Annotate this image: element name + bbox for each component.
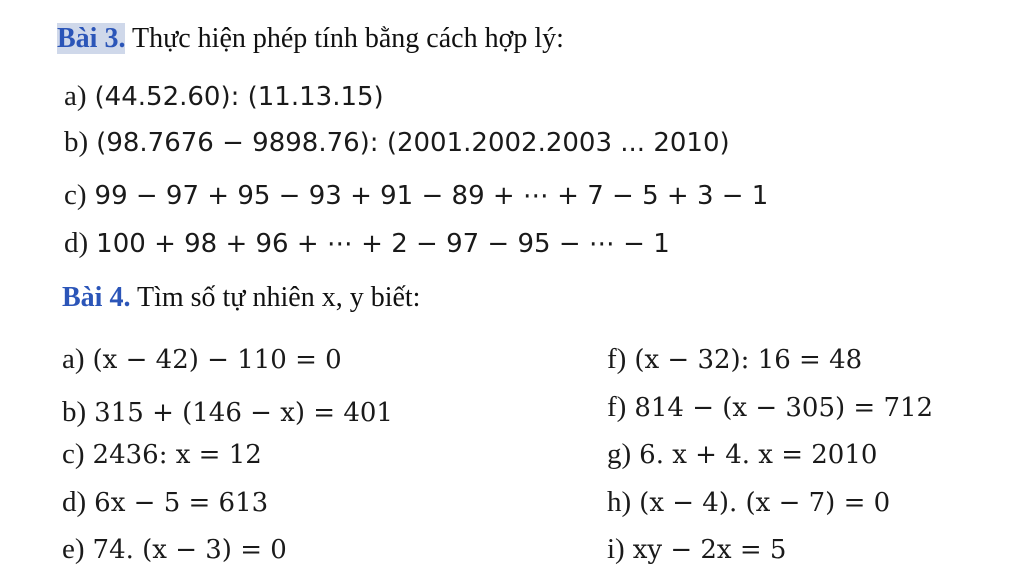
item-expression: 100 + 98 + 96 + ⋯ + 2 − 97 − 95 − ⋯ − 1 (96, 229, 670, 259)
item-expression: 315 + (146 − x) = 401 (94, 398, 393, 428)
item-label: g) (607, 438, 632, 470)
item-expression: (98.7676 − 9898.76): (2001.2002.2003 ... 2010) (96, 128, 730, 158)
item-label: a) (62, 343, 85, 375)
exercise-4-title: Tìm số tự nhiên x, y biết: (136, 282, 421, 313)
item-label: d) (64, 227, 89, 259)
item-label: f) (607, 391, 627, 423)
exercise-4-item-e (62, 532, 287, 567)
item-label: b) (64, 126, 89, 158)
exercise-4-item-h (607, 485, 890, 520)
exercise-4-item-b (62, 395, 393, 430)
exercise-3-title: Thực hiện phép tính bằng cách hợp lý: (131, 23, 564, 54)
item-label: e) (62, 533, 85, 565)
item-expression: (x − 42) − 110 = 0 (92, 345, 342, 375)
item-label: i) (607, 533, 625, 565)
item-label: h) (607, 486, 632, 518)
item-expression: 99 − 97 + 95 − 93 + 91 − 89 + ⋯ + 7 − 5 + 3 − 1 (94, 181, 769, 211)
item-expression: 6x − 5 = 613 (94, 488, 269, 518)
exercise-4-heading (62, 281, 420, 315)
exercise-4-item-f (607, 342, 862, 377)
exercise-3-label: Bài 3. (57, 23, 126, 54)
exercise-4-item-c (62, 437, 262, 472)
exercise-4-item-a (62, 342, 342, 377)
item-expression: 2436: x = 12 (92, 440, 262, 470)
item-label: b) (62, 396, 87, 428)
exercise-3-item-a (64, 79, 384, 114)
exercise-3-item-d (64, 226, 670, 261)
item-label: d) (62, 486, 87, 518)
item-expression: (x − 4). (x − 7) = 0 (639, 488, 891, 518)
item-label: a) (64, 80, 87, 112)
exercise-4-item-i (607, 532, 786, 567)
item-expression: 74. (x − 3) = 0 (92, 535, 287, 565)
item-expression: 814 − (x − 305) = 712 (634, 393, 934, 423)
item-expression: xy − 2x = 5 (632, 535, 787, 565)
exercise-3-item-c (64, 178, 768, 213)
exercise-4-item-f2 (607, 390, 933, 425)
item-expression: (44.52.60): (11.13.15) (94, 82, 384, 112)
exercise-4-item-g (607, 437, 877, 472)
exercise-3-heading (57, 22, 564, 56)
item-expression: 6. x + 4. x = 2010 (639, 440, 878, 470)
exercise-4-item-d (62, 485, 268, 520)
exercise-3-item-b (64, 125, 730, 160)
item-label: f) (607, 343, 627, 375)
exercise-4-label: Bài 4. (62, 282, 131, 313)
item-label: c) (64, 179, 87, 211)
item-label: c) (62, 438, 85, 470)
item-expression: (x − 32): 16 = 48 (634, 345, 863, 375)
